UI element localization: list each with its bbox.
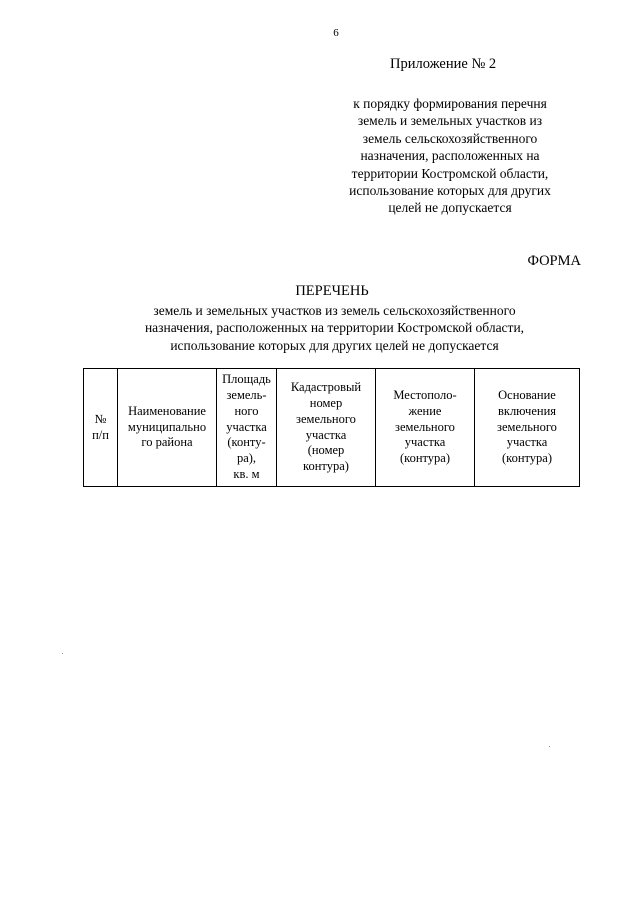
header-line: земельного	[395, 419, 455, 434]
header-line: (конту-	[227, 435, 266, 450]
header-line: земельного	[497, 419, 557, 434]
header-line: Кадастровый	[290, 380, 362, 395]
header-line: жение	[408, 403, 442, 418]
list-subtitle-line: использование которых для других целей не допускается	[170, 337, 499, 353]
header-cell-area	[217, 369, 277, 487]
form-label: ФОРМА	[527, 253, 581, 269]
header-line: ного	[234, 403, 259, 418]
header-line: участка	[305, 427, 347, 442]
header-line: Наименование	[128, 403, 206, 418]
header-line: го района	[141, 435, 193, 450]
header-line: №	[94, 411, 107, 426]
header-line: кв. м	[233, 466, 260, 481]
appendix-title: Приложение № 2	[390, 56, 497, 72]
header-line: участка	[506, 435, 548, 450]
header-line: участка	[404, 435, 446, 450]
header-cell-municipality	[118, 369, 217, 487]
list-subtitle	[112, 302, 557, 354]
scan-speck	[62, 653, 63, 654]
header-cell-number	[84, 369, 118, 487]
header-cell-cadastral-number	[277, 369, 376, 487]
header-line: номер	[309, 395, 343, 410]
appendix-subtitle-line: территории Костромской области,	[351, 165, 549, 181]
header-line: контура)	[303, 459, 349, 474]
header-line: Местополо-	[393, 388, 457, 402]
appendix-subtitle-line: целей не допускается	[388, 200, 512, 216]
header-line: Площадь	[222, 372, 271, 387]
header-cell-location	[376, 369, 475, 487]
header-cell-inclusion-basis	[475, 369, 580, 487]
page-number: 6	[333, 27, 339, 39]
header-line: включения	[497, 403, 557, 418]
header-line: земель-	[226, 388, 267, 402]
header-line: (контура)	[399, 451, 451, 466]
header-line: (номер	[307, 443, 345, 458]
header-line: земельного	[296, 411, 356, 426]
appendix-subtitle-line: к порядку формирования перечня	[353, 96, 547, 111]
table-header-row	[84, 369, 580, 487]
form-table	[83, 368, 580, 487]
scan-speck	[549, 746, 550, 747]
appendix-subtitle-line: земель и земельных участков из	[357, 113, 543, 129]
header-line: п/п	[92, 427, 109, 442]
list-subtitle-line: назначения, расположенных на территории Костромской области,	[144, 320, 525, 336]
header-line: Основание	[498, 388, 556, 402]
header-line: муниципально	[127, 419, 207, 434]
list-title: ПЕРЕЧЕНЬ	[295, 283, 369, 299]
header-line: (контура)	[501, 451, 553, 466]
appendix-subtitle-line: земель сельскохозяйственного	[362, 130, 538, 146]
appendix-subtitle-line: использование которых для других	[349, 183, 551, 199]
header-line: ра),	[236, 451, 257, 466]
appendix-subtitle-line: назначения, расположенных на	[360, 148, 540, 164]
appendix-subtitle	[330, 95, 570, 217]
list-subtitle-line: земель и земельных участков из земель сельскохозяйственного	[153, 303, 516, 318]
header-line: участка	[226, 419, 267, 434]
